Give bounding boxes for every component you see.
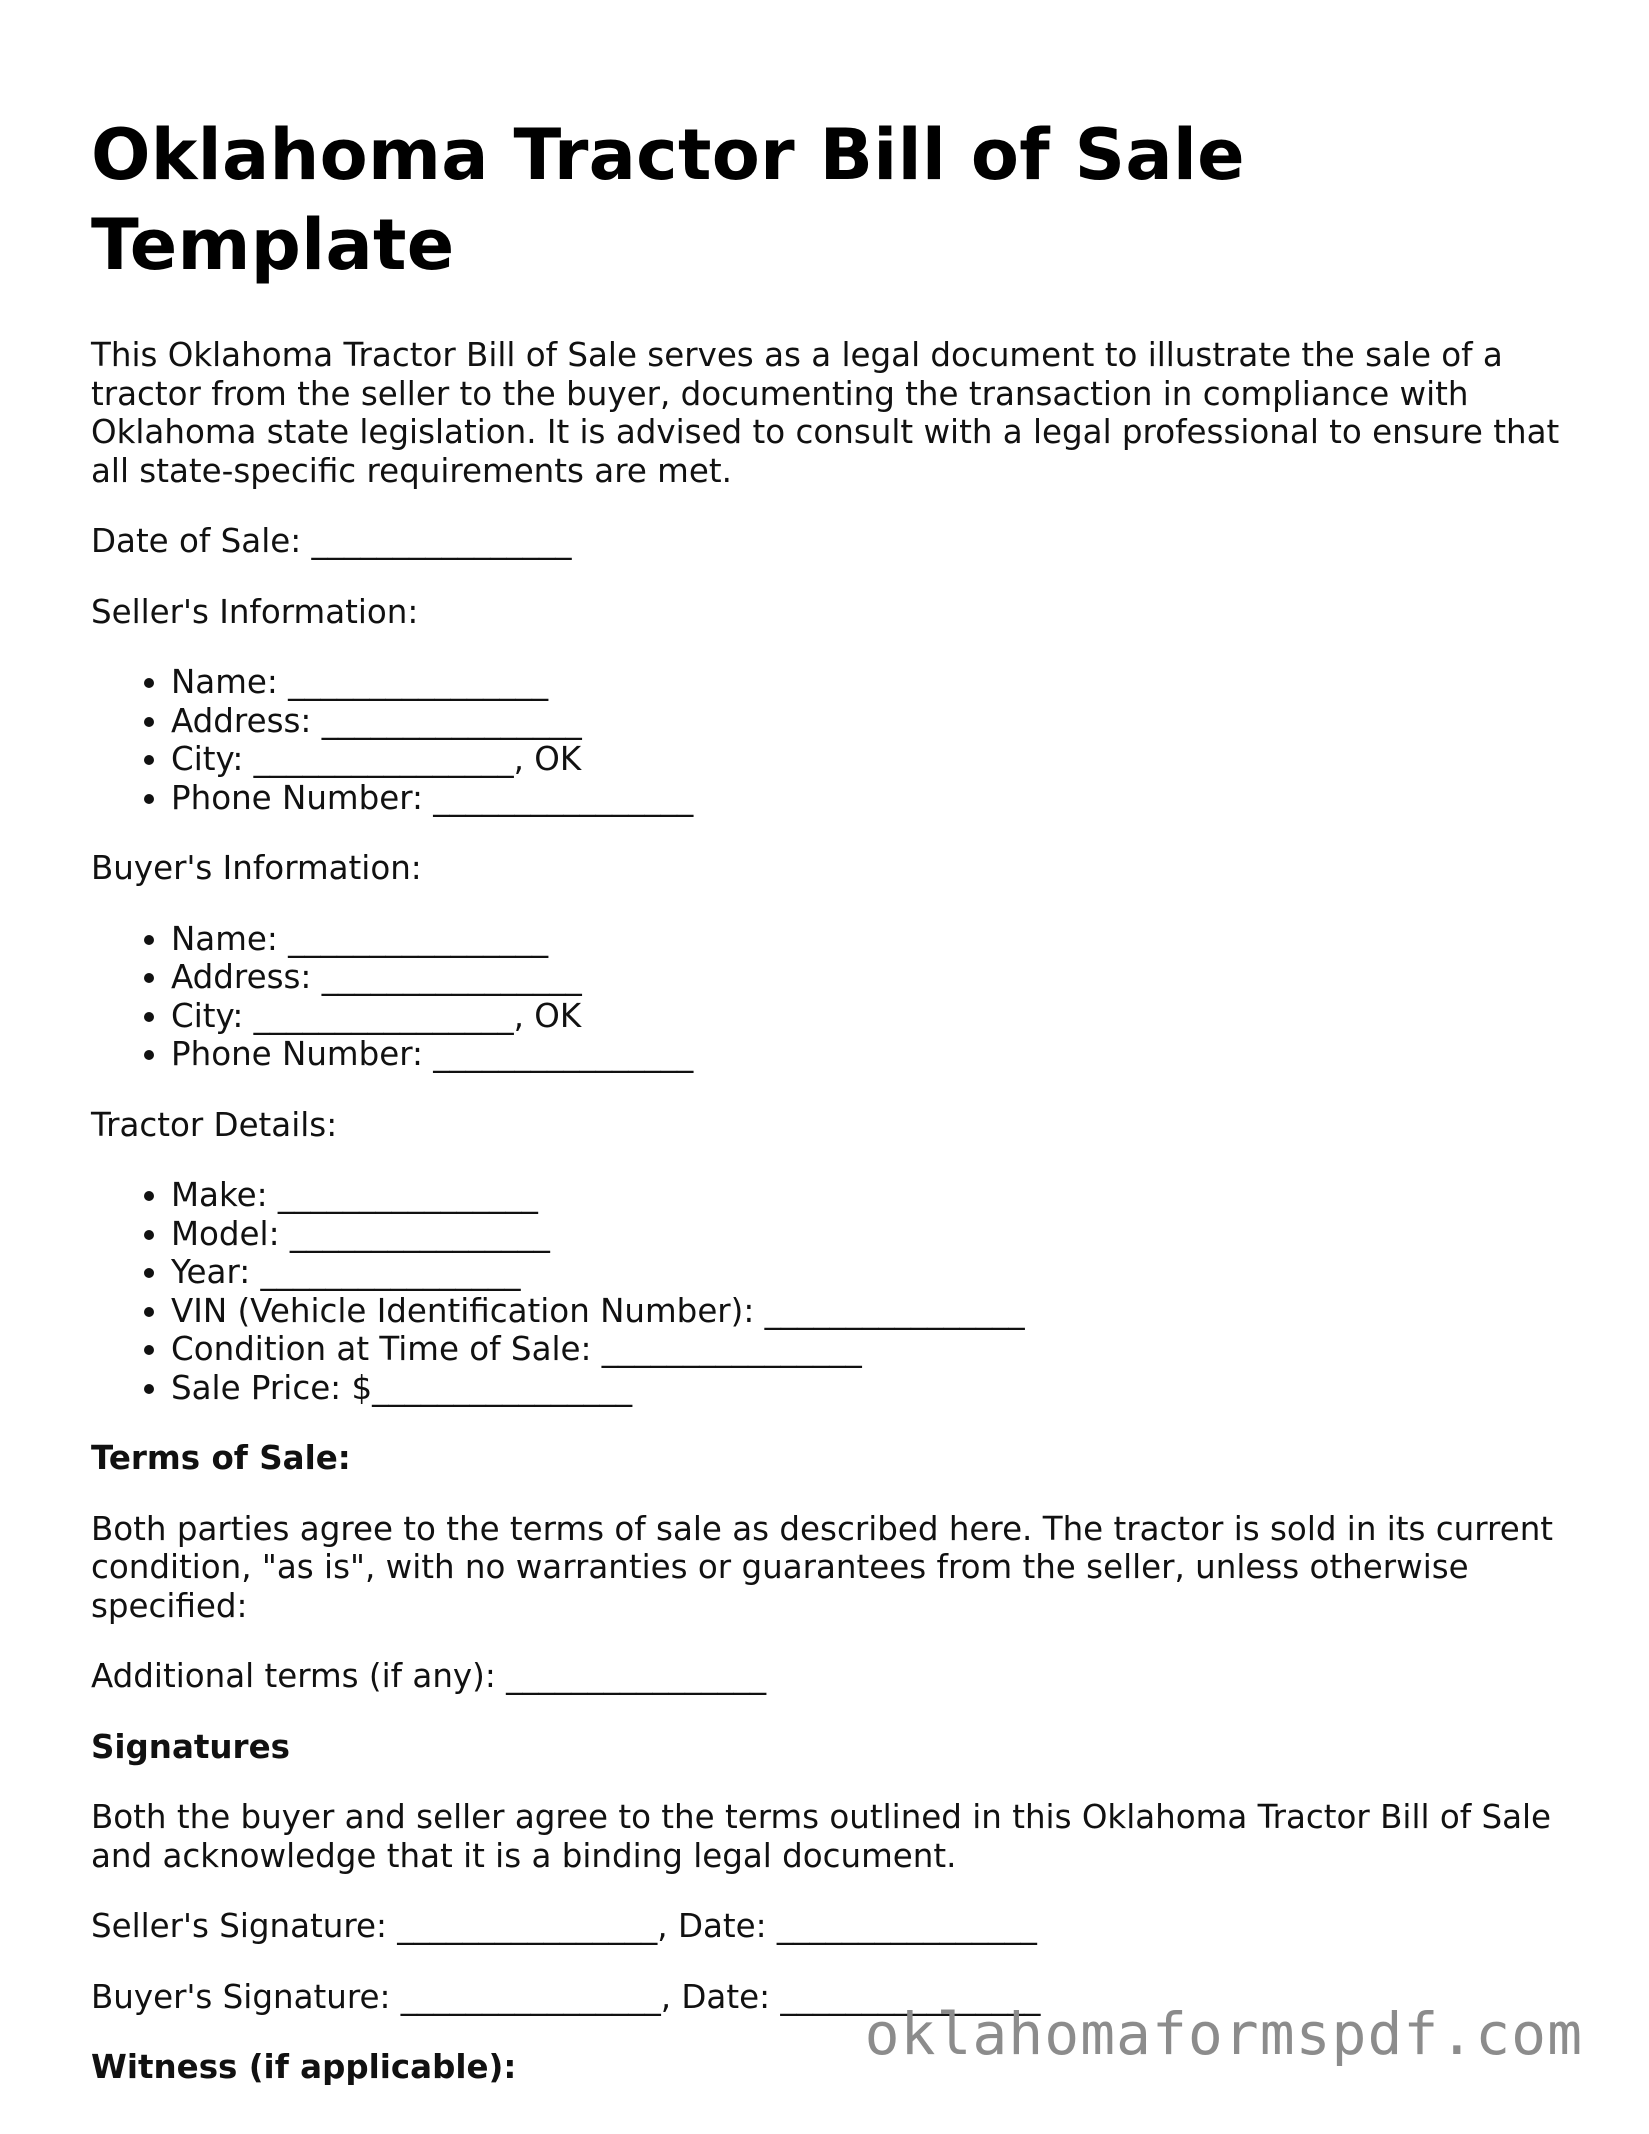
seller-address-field: • Address: ________________ xyxy=(171,702,1561,741)
tractor-model-field: • Model: ________________ xyxy=(171,1215,1561,1254)
seller-fields-list xyxy=(91,663,1561,817)
seller-name-field: • Name: ________________ xyxy=(171,663,1561,702)
tractor-heading: Tractor Details: xyxy=(91,1105,338,1144)
tractor-price-field: • Sale Price: $________________ xyxy=(171,1369,1561,1408)
date-of-sale-line: Date of Sale: ________________ xyxy=(91,522,572,560)
document-page xyxy=(91,110,1561,2119)
seller-signature-line: Seller's Signature: ________________, Date: ________________ xyxy=(91,1907,1037,1945)
seller-phone-field: • Phone Number: ________________ xyxy=(171,779,1561,818)
intro-paragraph: This Oklahoma Tractor Bill of Sale serves as a legal document to illustrate the sale of a tractor from the seller to the buyer, documenting the transaction in compliance with Oklahoma state legislation. It is advised to consult with a legal professional to ensure that all state-specific requirements are met. xyxy=(91,336,1560,490)
terms-paragraph: Both parties agree to the terms of sale as described here. The tractor is sold in its current condition, "as is", with no warranties or guarantees from the seller, unless otherwise specified: xyxy=(91,1509,1554,1625)
buyer-fields-list xyxy=(91,920,1561,1074)
buyer-name-field: • Name: ________________ xyxy=(171,920,1561,959)
tractor-fields-list xyxy=(91,1176,1561,1407)
additional-terms-line: Additional terms (if any): ________________ xyxy=(91,1657,767,1695)
buyer-phone-field: • Phone Number: ________________ xyxy=(171,1035,1561,1074)
signatures-heading: Signatures xyxy=(91,1727,290,1766)
watermark-text: oklahomaformspdf.com xyxy=(864,2000,1583,2068)
witness-heading: Witness (if applicable): xyxy=(91,2048,517,2086)
buyer-signature-line: Buyer's Signature: ________________, Date: ________________ xyxy=(91,1977,1041,2016)
tractor-make-field: • Make: ________________ xyxy=(171,1176,1561,1215)
tractor-condition-field: • Condition at Time of Sale: ________________ xyxy=(171,1330,1561,1369)
tractor-year-field: • Year: ________________ xyxy=(171,1253,1561,1292)
signatures-paragraph: Both the buyer and seller agree to the terms outlined in this Oklahoma Tractor Bill of Sale and acknowledge that it is a binding legal document. xyxy=(91,1798,1552,1875)
seller-city-field: • City: ________________, OK xyxy=(171,740,1561,779)
seller-heading: Seller's Information: xyxy=(91,592,419,631)
document-title: Oklahoma Tractor Bill of Sale Template xyxy=(91,114,1245,286)
tractor-vin-field: • VIN (Vehicle Identification Number): ________________ xyxy=(171,1292,1561,1331)
buyer-city-field: • City: ________________, OK xyxy=(171,997,1561,1036)
buyer-heading: Buyer's Information: xyxy=(91,849,422,887)
buyer-address-field: • Address: ________________ xyxy=(171,958,1561,997)
terms-heading: Terms of Sale: xyxy=(91,1439,351,1477)
